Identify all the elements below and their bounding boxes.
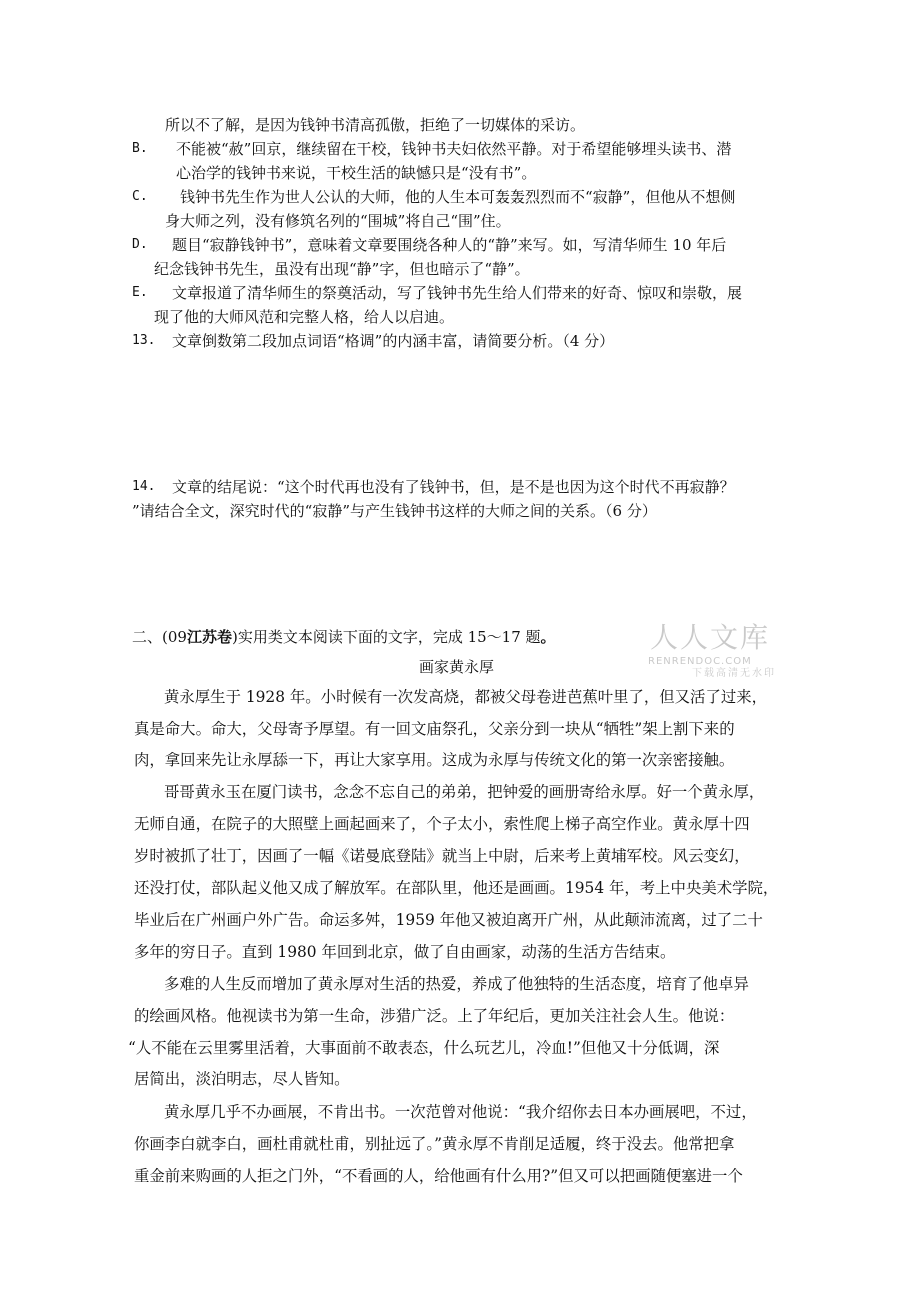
- option-b-line-1: 不能被“赦”回京，继续留在干校，钱钟书夫妇依然平静。对于希望能够埋头读书、潜: [176, 140, 732, 158]
- paragraph-line: 岁时被抓了壮丁，因画了一幅《诺曼底登陆》就当上中尉，后来考上黄埔军校。风云变幻，: [134, 847, 750, 865]
- option-d-line-2: 纪念钱钟书先生，虽没有出现“静”字，但也暗示了“静”。: [154, 260, 530, 278]
- option-e-line-2: 现了他的大师风范和完整人格，给人以启迪。: [154, 308, 455, 326]
- option-b-line-2: 心治学的钱钟书来说，干校生活的缺憾只是“没有书”。: [176, 164, 537, 182]
- paragraph-line: 无师自通，在院子的大照壁上画起画来了，个子太小，索性爬上梯子高空作业。黄永厚十四: [134, 815, 750, 833]
- option-d-label: D.: [132, 237, 148, 252]
- question-13-text: 文章倒数第二段加点词语“格调”的内涵丰富，请简要分析。（4 分）: [172, 332, 615, 350]
- section-source: 江苏卷: [186, 628, 232, 646]
- paragraph-line: 的绘画风格。他视读书为第一生命，涉猎广泛。上了年纪后，更加关注社会人生。他说：: [134, 1007, 735, 1025]
- paragraph-line: “人不能在云里雾里活着，大事面前不敢表态，什么玩艺儿，冷血!”但他又十分低调，深: [128, 1039, 720, 1057]
- section-heading: [132, 628, 556, 646]
- section-instruction: )实用类文本阅读下面的文字，完成 15～17 题: [231, 628, 541, 646]
- section-prefix: 二、(09: [132, 628, 187, 646]
- paragraph-line: 多年的穷日子。直到 1980 年回到北京，做了自由画家，动荡的生活方告结束。: [134, 943, 676, 961]
- question-14-number: 14.: [132, 479, 156, 494]
- section-end-mark: 。: [540, 628, 556, 646]
- option-c-line-2: 身大师之列，没有修筑名列的“围城”将自己“围”住。: [165, 212, 511, 230]
- option-c-label: C.: [132, 189, 148, 204]
- paragraph-line: 毕业后在广州画户外广告。命运多舛，1959 年他又被迫离开广州，从此颠沛流离，过了二十: [134, 911, 763, 929]
- text-line: 所以不了解，是因为钱钟书清高孤傲，拒绝了一切媒体的采访。: [165, 116, 586, 134]
- paragraph-line: 哥哥黄永玉在厦门读书，念念不忘自己的弟弟，把钟爱的画册寄给永厚。好一个黄永厚，: [164, 783, 765, 801]
- watermark-url: RENRENDOC.COM: [648, 656, 752, 667]
- option-e-label: E.: [132, 285, 148, 300]
- option-e-line-1: 文章报道了清华师生的祭奠活动，写了钱钟书先生给人们带来的好奇、惊叹和崇敬，展: [172, 284, 743, 302]
- question-14-text-1: 文章的结尾说：“这个时代再也没有了钱钟书，但，是不是也因为这个时代不再寂静？: [172, 478, 735, 496]
- question-14-text-2: ”请结合全文，深究时代的“寂静”与产生钱钟书这样的大师之间的关系。（6 分）: [132, 502, 657, 520]
- watermark-sub: 下载高清无水印: [692, 668, 776, 679]
- paragraph-line: 你画李白就李白，画杜甫就杜甫，别扯远了。”黄永厚不肯削足适履，终于没去。他常把拿: [134, 1135, 735, 1153]
- paragraph-line: 还没打仗，部队起义他又成了解放军。在部队里，他还是画画。1954 年，考上中央美术学院，: [134, 879, 779, 897]
- article-title: 画家黄永厚: [419, 658, 495, 676]
- paragraph-line: 重金前来购画的人拒之门外，“不看画的人，给他画有什么用?”但又可以把画随便塞进一个: [134, 1167, 743, 1185]
- option-c-line-1: 钱钟书先生作为世人公认的大师，他的人生本可轰轰烈烈而不“寂静”，但他从不想侧: [180, 188, 736, 206]
- paragraph-line: 多难的人生反而增加了黄永厚对生活的热爱，养成了他独特的生活态度，培育了他卓异: [164, 975, 749, 993]
- option-d-line-1: 题目“寂静钱钟书”，意味着文章要围绕各种人的“静”来写。如，写清华师生 10 年后: [172, 236, 727, 254]
- paragraph-line: 居简出，淡泊明志，尽人皆知。: [134, 1070, 350, 1088]
- paragraph-line: 真是命大。命大，父母寄予厚望。有一回文庙祭孔，父亲分到一块从“牺牲”架上割下来的: [134, 720, 735, 738]
- question-13-number: 13.: [132, 333, 156, 348]
- paragraph-line: 黄永厚生于 1928 年。小时候有一次发高烧，都被父母卷进芭蕉叶里了，但又活了过来，: [164, 688, 768, 706]
- watermark-main: 人人文库: [650, 621, 771, 654]
- paragraph-line: 肉，拿回来先让永厚舔一下，再让大家享用。这成为永厚与传统文化的第一次亲密接触。: [134, 751, 735, 769]
- option-b-label: B.: [132, 141, 148, 156]
- watermark-logo: [628, 620, 793, 680]
- paragraph-line: 黄永厚几乎不办画展，不肯出书。一次范曾对他说：“我介绍你去日本办画展吧，不过，: [164, 1103, 757, 1121]
